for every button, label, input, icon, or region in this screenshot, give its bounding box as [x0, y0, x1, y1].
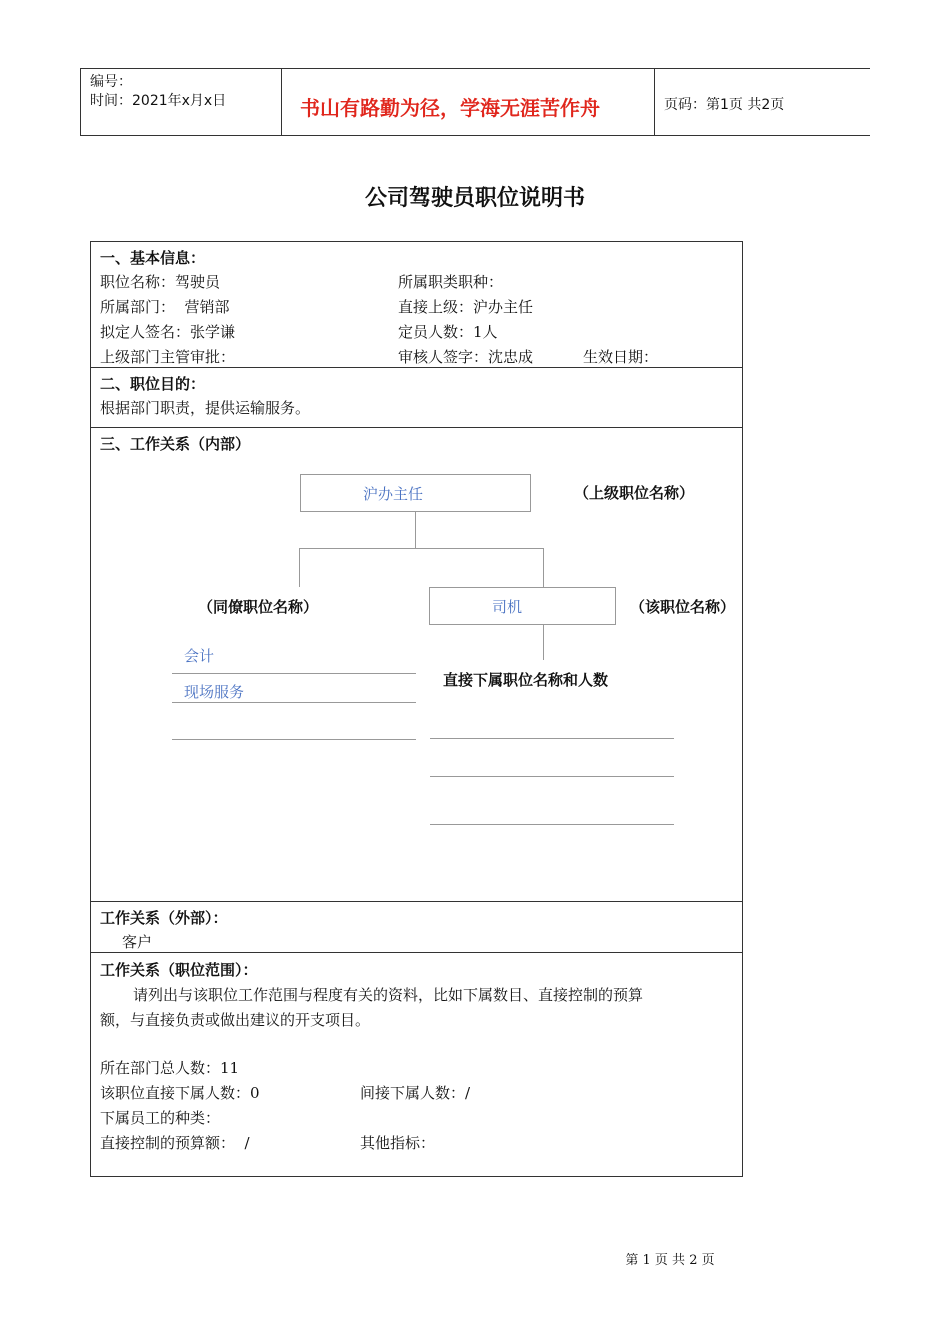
self-caption: （该职位名称） — [630, 598, 736, 616]
reviewer-signature: 审核人签字：沈忠成 — [398, 348, 534, 366]
subordinate-underline-3 — [430, 824, 674, 825]
subordinates-caption: 直接下属职位名称和人数 — [443, 671, 609, 689]
subordinate-underline-1 — [430, 738, 674, 739]
purpose-heading: 二、职位目的： — [100, 375, 206, 393]
purpose-text: 根据部门职责，提供运输服务。 — [100, 399, 311, 417]
effective-date: 生效日期： — [583, 348, 659, 366]
subordinate-underline-2 — [430, 776, 674, 777]
position-name: 职位名称：驾驶员 — [100, 273, 221, 291]
self-box — [429, 587, 616, 625]
direct-budget: 直接控制的预算额： / — [100, 1134, 250, 1152]
page-title: 公司驾驶员职位说明书 — [364, 186, 585, 211]
drafter-signature: 拟定人签名：张学谦 — [100, 323, 236, 341]
connector-horizontal — [299, 548, 544, 549]
connector-peer-down — [299, 548, 300, 587]
header-left-border — [80, 68, 81, 136]
scope-description-line2: 额，与直接负责或做出建议的开支项目。 — [100, 1011, 371, 1029]
header-bottom-rule — [80, 135, 870, 136]
section-divider-4 — [90, 952, 743, 953]
header-page-info: 页码：第1页 共2页 — [664, 97, 785, 113]
direct-superior: 直接上级：沪办主任 — [398, 298, 534, 316]
section-divider-1 — [90, 367, 743, 368]
peer-underline-1 — [172, 673, 416, 674]
superior-box-label: 沪办主任 — [363, 485, 424, 503]
peer-item-2: 现场服务 — [184, 683, 245, 701]
subordinate-types: 下属员工的种类： — [100, 1109, 221, 1127]
connector-superior-down — [415, 512, 416, 549]
scope-description-line1: 请列出与该职位工作范围与程度有关的资料，比如下属数目、直接控制的预算 — [133, 986, 644, 1004]
doc-time-label: 时间：2021年x月x日 — [90, 93, 227, 109]
peer-item-1: 会计 — [184, 647, 215, 665]
internal-relations-heading: 三、工作关系（内部） — [100, 435, 251, 453]
connector-self-to-subordinates — [543, 625, 544, 660]
superior-box — [300, 474, 531, 512]
section-divider-2 — [90, 427, 743, 428]
direct-subordinates-count: 该职位直接下属人数：0 — [100, 1084, 260, 1102]
header-divider-1 — [281, 68, 282, 136]
peer-underline-2 — [172, 702, 416, 703]
scope-heading: 工作关系（职位范围）： — [100, 961, 258, 979]
header-divider-2 — [654, 68, 655, 136]
doc-number-label: 编号： — [90, 74, 132, 90]
header-top-rule — [80, 68, 870, 69]
external-relations-heading: 工作关系（外部）： — [100, 909, 228, 927]
other-indicators: 其他指标： — [360, 1134, 436, 1152]
connector-self-down — [543, 548, 544, 587]
peer-underline-3 — [172, 739, 416, 740]
self-box-label: 司机 — [492, 598, 523, 616]
section-divider-3 — [90, 901, 743, 902]
job-category: 所属职类职种： — [398, 273, 504, 291]
indirect-subordinates-count: 间接下属人数：/ — [360, 1084, 471, 1102]
basic-info-heading: 一、基本信息： — [100, 249, 206, 267]
external-relations-text: 客户 — [122, 933, 153, 951]
headcount: 定员人数：1人 — [398, 323, 498, 341]
page-footer: 第 1 页 共 2 页 — [625, 1253, 715, 1268]
header-motto: 书山有路勤为径，学海无涯苦作舟 — [300, 96, 600, 120]
department: 所属部门： 营销部 — [100, 298, 230, 316]
dept-total-headcount: 所在部门总人数：11 — [100, 1059, 240, 1077]
dept-head-approval: 上级部门主管审批： — [100, 348, 236, 366]
peer-caption: （同僚职位名称） — [198, 598, 319, 616]
superior-caption: （上级职位名称） — [574, 484, 695, 502]
